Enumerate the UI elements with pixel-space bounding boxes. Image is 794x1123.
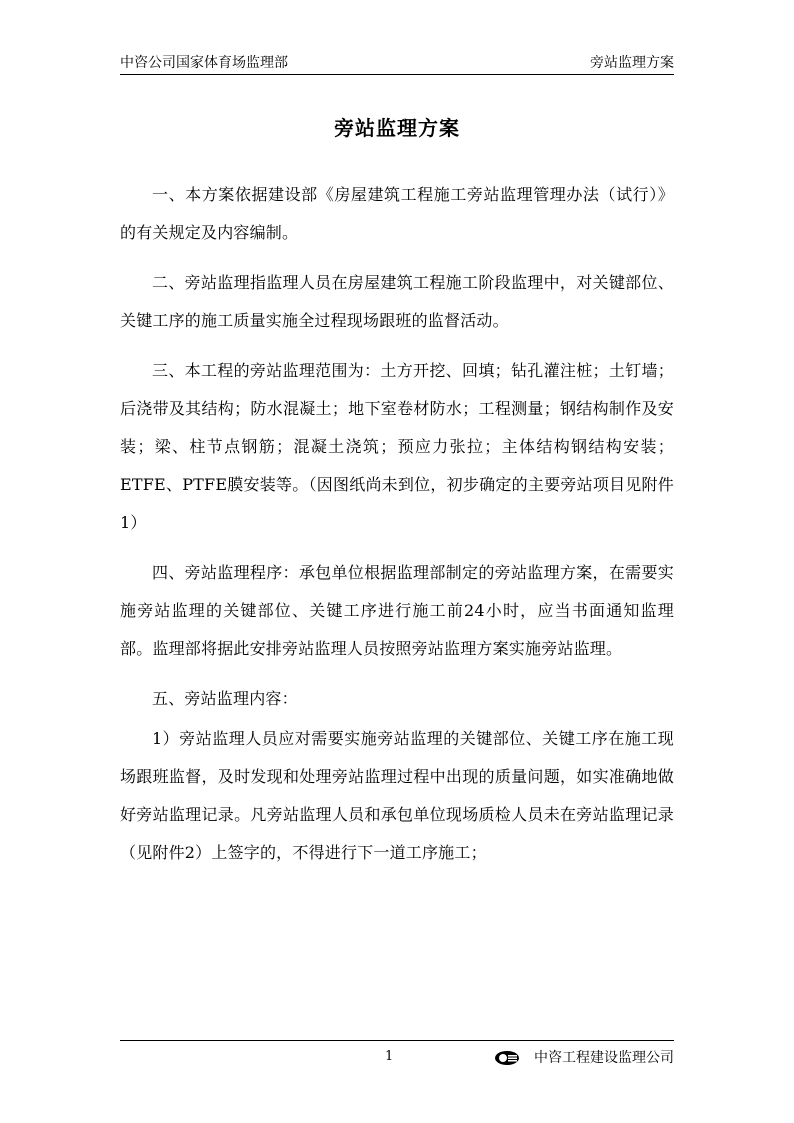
page-header: [120, 44, 674, 75]
document-body: [120, 176, 674, 884]
paragraph-definition: 二、旁站监理指监理人员在房屋建筑工程施工阶段监理中，对关键部位、关键工序的施工质量实施全过程现场跟班的监督活动。: [120, 273, 674, 330]
paragraph-basis: 一、本方案依据建设部《房屋建筑工程施工旁站监理管理办法（试行）》的有关规定及内容编制。: [120, 185, 674, 242]
page-number: 1: [385, 1049, 394, 1064]
company-logo-icon: [494, 1050, 520, 1066]
page-footer: [120, 1040, 674, 1071]
paragraph-procedure: 四、旁站监理程序：承包单位根据监理部制定的旁站监理方案，在需要实施旁站监理的关键部位、关键工序进行施工前24小时，应当书面通知监理部。监理部将据此安排旁站监理人员按照旁站监理方案实施旁站监理。: [120, 563, 674, 658]
header-right-text: 旁站监理方案: [590, 55, 674, 71]
paragraph-content-item-1: 1）旁站监理人员应对需要实施旁站监理的关键部位、关键工序在施工现场跟班监督，及时发现和处理旁站监理过程中出现的质量问题，如实准确地做好旁站监理记录。凡旁站监理人员和承包单位现场质检人员未在旁站监理记录（见附件2）上签字的，不得进行下一道工序施工；: [120, 729, 674, 862]
header-left-text: 中咨公司国家体育场监理部: [120, 55, 288, 71]
paragraph-scope: 三、本工程的旁站监理范围为：土方开挖、回填；钻孔灌注桩；土钉墙；后浇带及其结构；防水混凝土；地下室卷材防水；工程测量；钢结构制作及安装；梁、柱节点钢筋；混凝土浇筑；预应力张拉；主体结构钢结构安装；ETFE、PTFE膜安装等。（因图纸尚未到位，初步确定的主要旁站项目见附件1）: [120, 361, 674, 532]
footer-company-name: 中咨工程建设监理公司: [534, 1050, 674, 1066]
paragraph-content-heading: 五、旁站监理内容：: [152, 689, 298, 708]
document-title: 旁站监理方案: [334, 116, 460, 140]
